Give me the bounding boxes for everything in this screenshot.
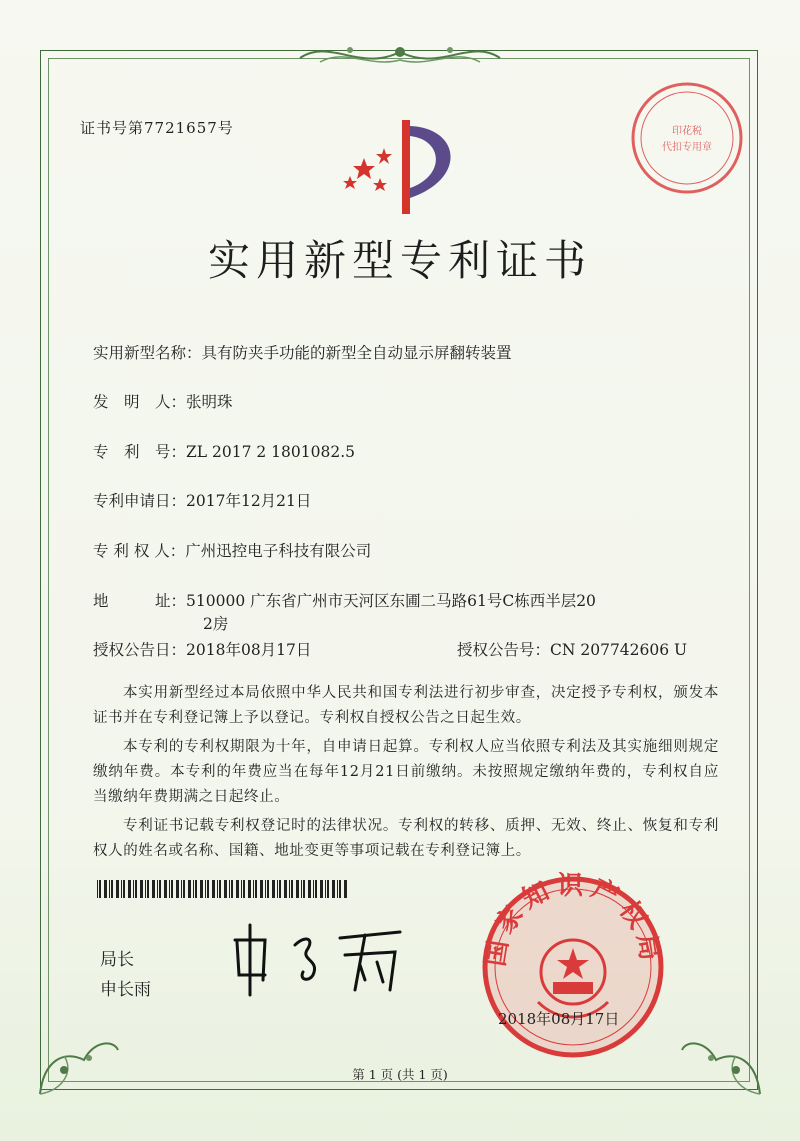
field-label: 专 利 权 人： bbox=[93, 542, 186, 560]
barcode-bar bbox=[265, 880, 266, 898]
barcode-bar bbox=[159, 880, 161, 898]
page-footer: 第 1 页 (共 1 页) bbox=[352, 1067, 448, 1082]
barcode-bar bbox=[195, 880, 197, 898]
barcode-bar bbox=[260, 880, 263, 898]
bottom-left-ornament bbox=[34, 1010, 124, 1100]
field-label: 专利申请日： bbox=[93, 492, 187, 510]
barcode-bar bbox=[205, 880, 206, 898]
barcode-bar bbox=[104, 880, 107, 898]
barcode-bar bbox=[289, 880, 290, 898]
barcode-bar bbox=[229, 880, 230, 898]
filing-date bbox=[93, 489, 311, 511]
field-value: 2017年12月21日 bbox=[186, 492, 312, 510]
barcode-bar bbox=[183, 880, 185, 898]
barcode-bar bbox=[308, 880, 311, 898]
barcode-bar bbox=[171, 880, 173, 898]
barcode-bar bbox=[133, 880, 134, 898]
barcode-bar bbox=[121, 880, 122, 898]
barcode-bar bbox=[231, 880, 233, 898]
barcode-bar bbox=[267, 880, 269, 898]
director-title: 局长 bbox=[100, 950, 134, 970]
barcode-bar bbox=[99, 880, 101, 898]
barcode-bar bbox=[147, 880, 149, 898]
barcode-bar bbox=[332, 880, 335, 898]
tax-seal bbox=[627, 78, 747, 198]
barcode-bar bbox=[109, 880, 110, 898]
field-value: 510000 广东省广州市天河区东圃二马路61号C栋西半层20 bbox=[186, 592, 596, 610]
address-line-2: 2房 bbox=[203, 615, 229, 633]
field-label: 发 明 人： bbox=[93, 393, 187, 411]
director-name: 申长雨 bbox=[100, 980, 151, 1000]
legal-paragraphs bbox=[93, 681, 719, 864]
barcode-bar bbox=[128, 880, 131, 898]
barcode-bar bbox=[253, 880, 254, 898]
field-label: 实用新型名称： bbox=[93, 344, 202, 362]
barcode-bar bbox=[140, 880, 143, 898]
field-label: 授权公告号： bbox=[457, 641, 551, 659]
grant-date bbox=[93, 638, 311, 660]
field-value: CN 207742606 U bbox=[550, 641, 688, 659]
barcode-bar bbox=[325, 880, 326, 898]
svg-text:国家知识产权局: 国家知识产权局 bbox=[480, 872, 666, 969]
barcode-bar bbox=[176, 880, 179, 898]
office-seal bbox=[478, 872, 668, 1062]
paragraph: 专利证书记载专利权登记时的法律状况。专利权的转移、质押、无效、终止、恢复和专利权人的姓名或名称、国籍、地址变更等事项记载在专利登记簿上。 bbox=[93, 818, 719, 859]
barcode-bar bbox=[219, 880, 221, 898]
barcode-bar bbox=[301, 880, 302, 898]
barcode-bar bbox=[181, 880, 182, 898]
barcode-bar bbox=[313, 880, 314, 898]
field-value: 具有防夹手功能的新型全自动显示屏翻转装置 bbox=[201, 344, 512, 362]
barcode-bar bbox=[152, 880, 155, 898]
svg-text:代扣专用章: 代扣专用章 bbox=[662, 142, 712, 153]
barcode-bar bbox=[207, 880, 209, 898]
bottom-right-ornament bbox=[676, 1010, 766, 1100]
barcode-bar bbox=[193, 880, 194, 898]
barcode-bar bbox=[303, 880, 305, 898]
field-value: 广州迅控电子科技有限公司 bbox=[185, 542, 372, 560]
field-label: 专 利 号： bbox=[93, 443, 187, 461]
barcode-bar bbox=[315, 880, 317, 898]
barcode bbox=[97, 880, 347, 898]
barcode-bar bbox=[97, 880, 98, 898]
barcode-bar bbox=[111, 880, 113, 898]
barcode-bar bbox=[327, 880, 329, 898]
barcode-bar bbox=[243, 880, 245, 898]
address bbox=[93, 589, 596, 611]
svg-text:印花税: 印花税 bbox=[672, 126, 702, 137]
barcode-bar bbox=[320, 880, 323, 898]
barcode-bar bbox=[241, 880, 242, 898]
barcode-bar bbox=[164, 880, 167, 898]
certificate-title: 实用新型专利证书 bbox=[207, 236, 592, 285]
patent-holder bbox=[93, 539, 371, 561]
barcode-bar bbox=[116, 880, 119, 898]
barcode-bar bbox=[344, 880, 347, 898]
barcode-bar bbox=[123, 880, 125, 898]
barcode-bar bbox=[279, 880, 281, 898]
patent-number bbox=[93, 440, 355, 462]
barcode-bar bbox=[277, 880, 278, 898]
patent-office-logo bbox=[340, 118, 470, 218]
barcode-bar bbox=[157, 880, 158, 898]
barcode-bar bbox=[236, 880, 239, 898]
barcode-bar bbox=[296, 880, 299, 898]
barcode-bar bbox=[200, 880, 203, 898]
field-value: 2018年08月17日 bbox=[186, 641, 312, 659]
field-label: 授权公告日： bbox=[93, 641, 187, 659]
barcode-bar bbox=[337, 880, 338, 898]
barcode-bar bbox=[188, 880, 191, 898]
director-signature bbox=[225, 920, 425, 1000]
field-value: 张明珠 bbox=[186, 393, 233, 411]
grant-number bbox=[457, 638, 687, 660]
certificate-number: 证书号第7721657号 bbox=[80, 119, 234, 137]
field-value: ZL 2017 2 1801082.5 bbox=[186, 443, 355, 461]
top-ornament bbox=[290, 38, 510, 72]
barcode-bar bbox=[284, 880, 287, 898]
paragraph: 本实用新型经过本局依照中华人民共和国专利法进行初步审查，决定授予专利权，颁发本证书并在专利登记簿上予以登记。专利权自授权公告之日起生效。 bbox=[93, 685, 719, 726]
utility-model-name bbox=[93, 341, 512, 363]
barcode-bar bbox=[224, 880, 227, 898]
field-label: 地 址： bbox=[93, 592, 187, 610]
barcode-bar bbox=[272, 880, 275, 898]
seal-date: 2018年08月17日 bbox=[498, 1010, 620, 1028]
barcode-bar bbox=[217, 880, 218, 898]
barcode-bar bbox=[248, 880, 251, 898]
barcode-bar bbox=[135, 880, 137, 898]
barcode-bar bbox=[169, 880, 170, 898]
paragraph: 本专利的专利权期限为十年，自申请日起算。专利权人应当依照专利法及其实施细则规定缴纳年费。本专利的年费应当在每年12月21日前缴纳。未按照规定缴纳年费的，专利权自应当缴纳年费期满之日起终止。 bbox=[93, 739, 719, 805]
barcode-bar bbox=[145, 880, 146, 898]
barcode-bar bbox=[339, 880, 341, 898]
barcode-bar bbox=[291, 880, 293, 898]
barcode-bar bbox=[212, 880, 215, 898]
barcode-bar bbox=[255, 880, 257, 898]
inventor bbox=[93, 390, 233, 412]
